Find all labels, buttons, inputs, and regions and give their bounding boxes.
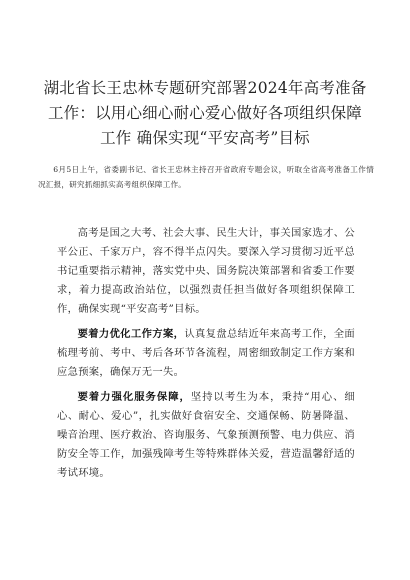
paragraph-2-lead-in: 要着力优化工作方案， [77, 328, 185, 340]
body-paragraph-1 [57, 224, 355, 319]
body-paragraph-3 [57, 388, 355, 483]
paragraph-3-lead-in: 要着力强化服务保障， [77, 391, 191, 403]
article-body [57, 224, 355, 489]
article-title: 湖北省长王忠林专题研究部署2024年高考准备工作：以用心细心耐心爱心做好各项组织保障工作 确保实现“平安高考”目标 [43, 79, 367, 147]
body-paragraph-2 [57, 325, 355, 382]
paragraph-1-text: 高考是国之大考、社会大事、民生大计，事关国家选才、公平公正、千家万户，容不得半点闪失。要深入学习贯彻习近平总书记重要指示精神，落实党中央、国务院决策部署和省委工作要求，着力提高政治站位，以强烈责任担当做好各项组织保障工作，确保实现“平安高考”目标。 [57, 227, 355, 315]
article-lead-paragraph: 6月5日上午，省委副书记、省长王忠林主持召开省政府专题会议，听取全省高考准备工作情况汇报，研究抓细抓实高考组织保障工作。 [38, 165, 374, 189]
paragraph-3-text: 坚持以考生为本，秉持“用心、细心、耐心、爱心”，扎实做好食宿安全、交通保畅、防暑降温、噪音治理、医疗救治、咨询服务、气象预测预警、电力供应、消防安全等工作，加强残障考生等特殊群体关爱，营造温馨舒适的考试环境。 [57, 391, 356, 479]
paragraph-2-text: 认真复盘总结近年来高考工作，全面梳理考前、考中、考后各环节各流程，周密细致制定工作方案和应急预案，确保万无一失。 [57, 328, 355, 378]
